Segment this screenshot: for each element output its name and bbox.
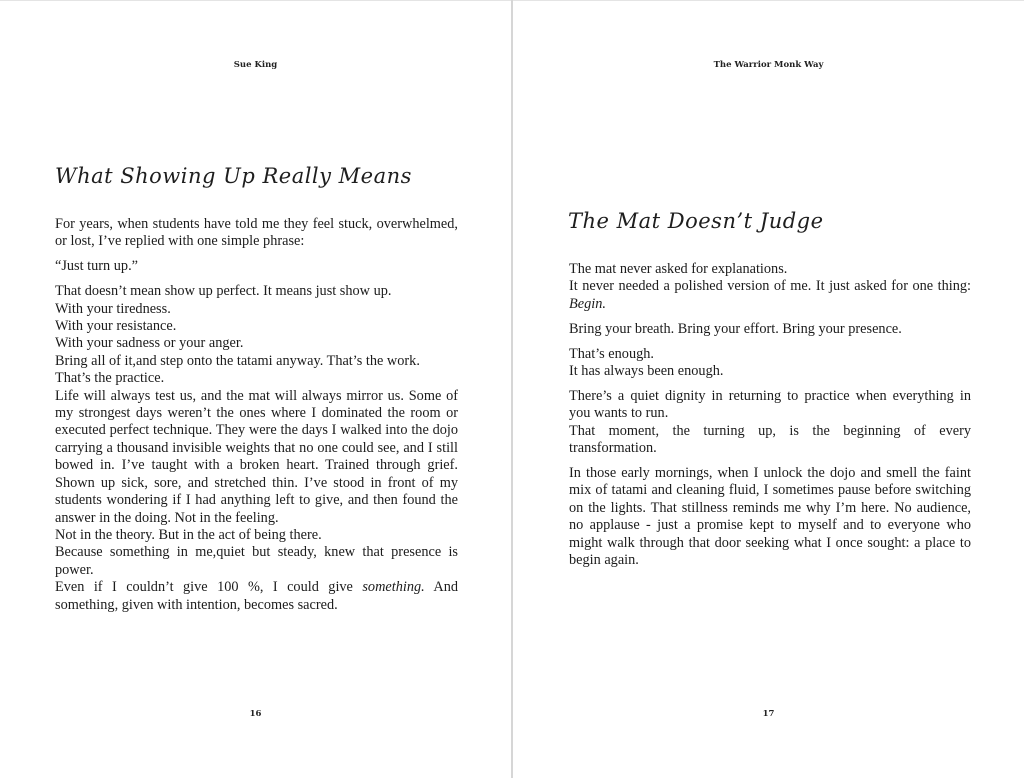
text-line: Life will always test us, and the mat will always mirror us. Some of my strongest days weren’t the ones where I dominated the room or executed perfect technique. They were the days I walked into the dojo carrying a thousand invisible weights that no one could see, and I still bowed in. I’ve taught with a broken heart. Trained through grief. Shown up sick, sore, and stretched thin. I’ve stood in front of my students wondering if I had anything left to give, and then found the answer in the doing. Not in the feeling. — [55, 387, 458, 526]
paragraph: “Just turn up.” — [55, 258, 138, 275]
left-page — [0, 0, 511, 778]
text-line: With your resistance. — [55, 318, 177, 335]
text-line — [55, 579, 458, 614]
body-text — [55, 216, 458, 621]
paragraph — [55, 283, 458, 614]
text-line: There’s a quiet dignity in returning to practice when everything in you wants to run. — [569, 387, 971, 422]
paragraph: Bring your breath. Bring your effort. Bring your presence. — [569, 320, 902, 337]
text-line: Bring all of it,and step onto the tatami anyway. That’s the work. — [55, 352, 420, 369]
text-line: That’s enough. — [569, 345, 654, 362]
emphasis: something. — [362, 579, 425, 596]
text-line: The mat never asked for explanations. — [569, 261, 788, 277]
text-line: With your tiredness. — [55, 300, 171, 317]
text-run: And something, given with intention, becomes sacred. — [55, 579, 458, 613]
paragraph: For years, when students have told me they feel stuck, overwhelmed, or lost, I’ve replied with one simple phrase: — [55, 216, 458, 250]
text-line: That doesn’t mean show up perfect. It means just show up. — [55, 283, 392, 300]
text-run: It never needed a polished version of me. It just asked for one thing: — [569, 278, 971, 295]
body-text — [569, 261, 971, 577]
paragraph — [569, 388, 971, 458]
text-line — [569, 278, 971, 313]
page-number: 16 — [249, 709, 262, 719]
text-line: It has always been enough. — [569, 363, 724, 380]
text-line: With your sadness or your anger. — [55, 335, 244, 352]
running-head-book-title: The Warrior Monk Way — [713, 60, 824, 70]
chapter-title: The Mat Doesn’t Judge — [568, 209, 824, 233]
emphasis: Begin. — [569, 295, 606, 312]
chapter-title: What Showing Up Really Means — [55, 164, 412, 188]
text-line: Not in the theory. But in the act of being there. — [55, 526, 322, 543]
running-head-author: Sue King — [233, 60, 278, 70]
paragraph — [569, 261, 971, 313]
text-line: Because something in me,quiet but steady, knew that presence is power. — [55, 544, 458, 578]
paragraph — [569, 346, 971, 381]
text-line: That moment, the turning up, is the beginning of every transformation. — [569, 422, 971, 457]
text-line: That’s the practice. — [55, 370, 165, 387]
right-page — [513, 0, 1024, 778]
paragraph: In those early mornings, when I unlock the dojo and smell the faint mix of tatami and cleaning fluid, I sometimes pause before switching on the lights. That stillness reminds me why I’m here. No audience, no applause - just a promise kept to myself and to everyone who might walk through that door seeking what I once sought: a place to begin again. — [569, 465, 971, 569]
text-run: Even if I couldn’t give 100 %, I could give — [55, 579, 363, 596]
page-number: 17 — [762, 709, 775, 719]
